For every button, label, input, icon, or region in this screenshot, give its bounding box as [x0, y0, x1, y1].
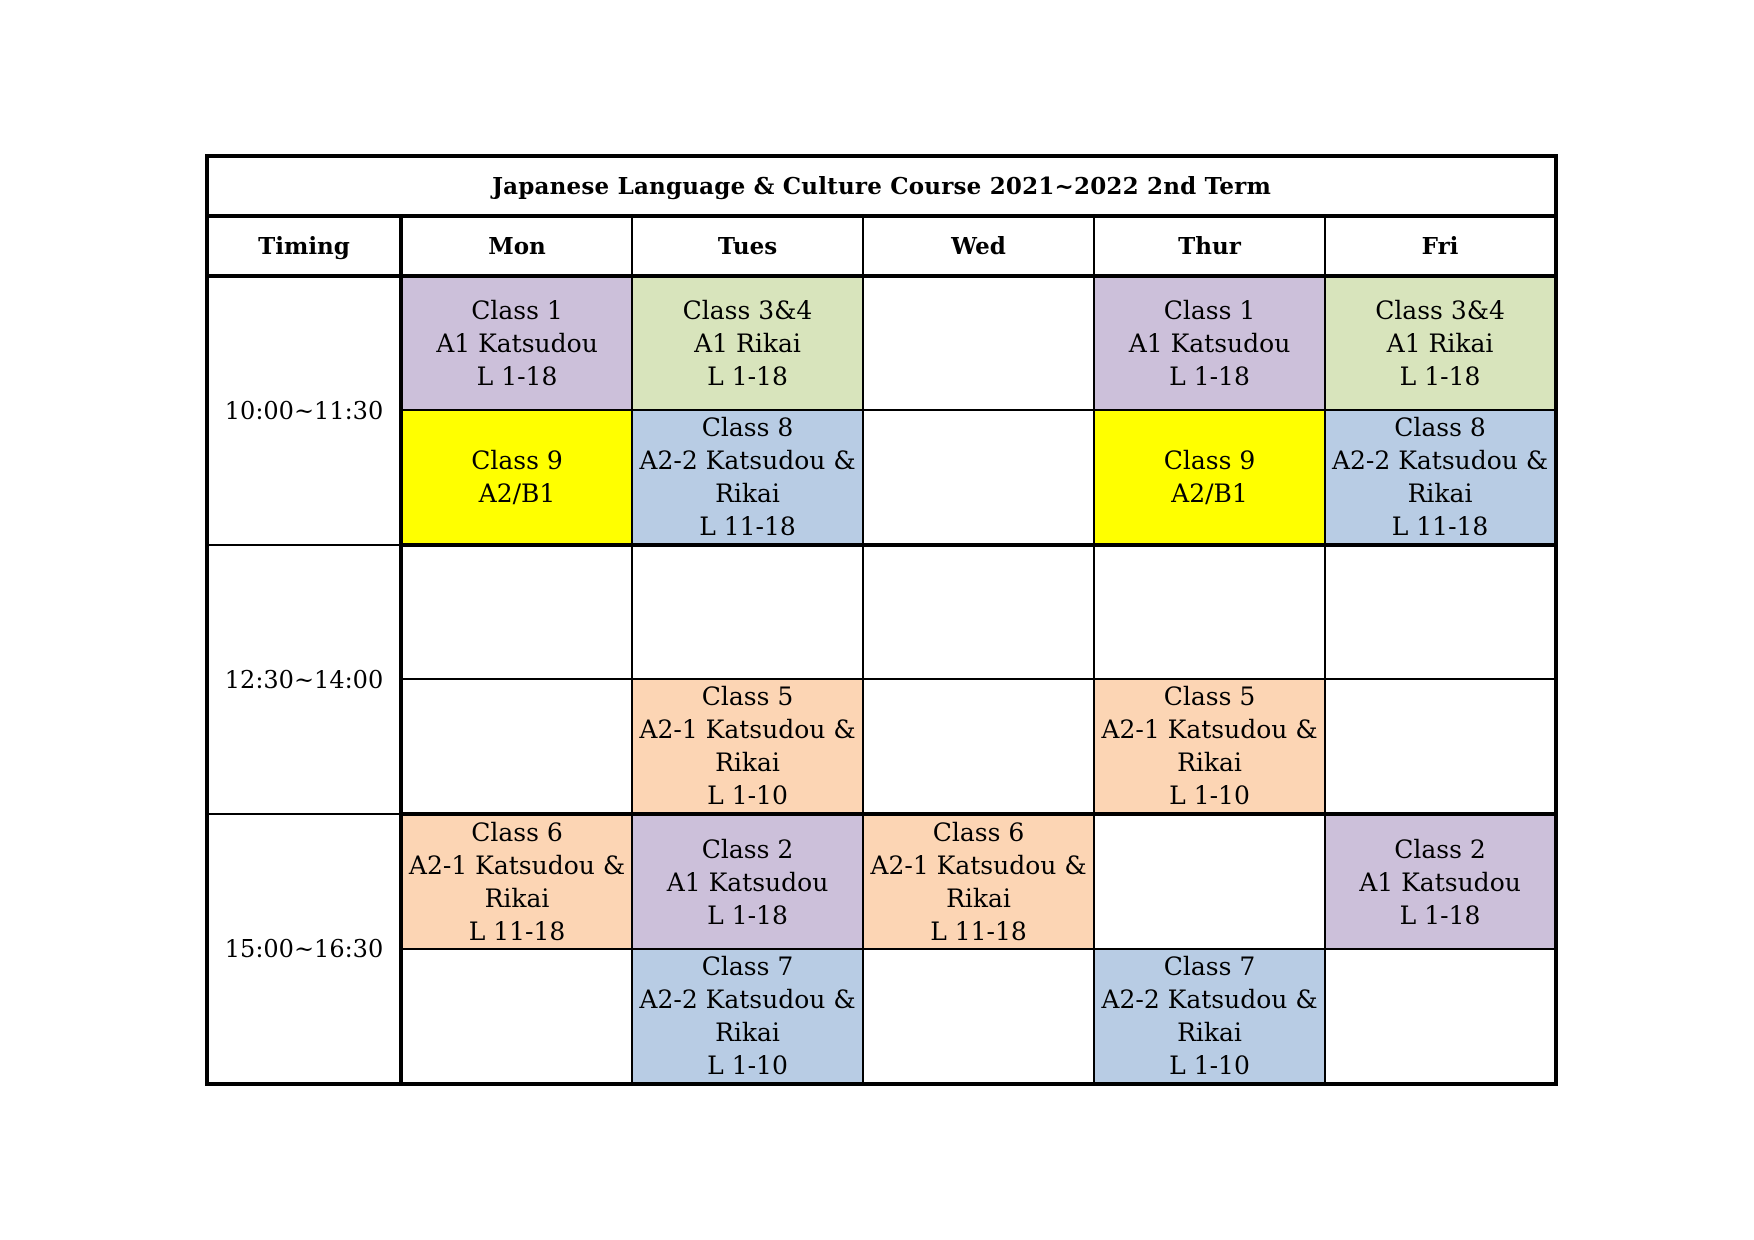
class-cell-line: L 11-18	[699, 512, 796, 541]
header-tues: Tues	[632, 216, 863, 276]
class-cell-wed	[863, 410, 1094, 545]
class-cell-line: L 1-18	[476, 362, 558, 391]
class-cell-line: L 11-18	[930, 917, 1027, 946]
class-cell-line: Class 3&4	[1375, 296, 1505, 325]
class-cell-line: Class 7	[701, 952, 794, 981]
class-cell-line: Rikai	[715, 748, 780, 777]
class-cell-wed	[863, 814, 1094, 949]
timing-cell: 10:00~11:30	[207, 276, 401, 545]
header-wed: Wed	[863, 216, 1094, 276]
class-cell-line: Class 5	[701, 682, 794, 711]
class-cell-line: L 1-18	[707, 900, 788, 930]
class-cell-wed	[863, 276, 1094, 410]
class-cell-mon	[401, 814, 632, 949]
class-cell-tues	[632, 814, 863, 949]
class-cell-line: A2-1 Katsudou &	[1101, 715, 1318, 744]
class-cell-line: L 1-10	[1169, 1051, 1250, 1080]
class-cell-line: Class 9	[471, 446, 563, 475]
class-cell-line: A2-1 Katsudou &	[408, 851, 626, 880]
class-cell-line: A1 Katsudou	[1128, 329, 1291, 358]
class-cell-line: Class 8	[701, 413, 794, 442]
class-cell-fri	[1325, 410, 1556, 545]
class-cell-line: A2-2 Katsudou &	[1101, 985, 1318, 1014]
class-cell-line: L 1-18	[1169, 362, 1250, 391]
class-cell-line: L 1-10	[707, 1051, 788, 1080]
class-cell-line: A2/B1	[478, 479, 556, 508]
class-cell-line: Rikai	[715, 1018, 780, 1047]
class-cell-mon	[401, 949, 632, 1084]
schedule-row	[207, 949, 1556, 1084]
class-cell-tues	[632, 679, 863, 814]
class-cell-line: L 1-18	[707, 362, 788, 391]
class-cell-line: A1 Rikai	[1386, 329, 1494, 358]
class-cell-line: L 1-10	[707, 781, 788, 810]
class-cell-line: A2-1 Katsudou &	[639, 715, 856, 744]
class-cell-wed	[863, 679, 1094, 814]
schedule-row	[207, 545, 1556, 679]
class-cell-thur	[1094, 410, 1325, 545]
class-cell-line: A1 Rikai	[694, 329, 801, 358]
schedule-row	[207, 679, 1556, 814]
header-fri: Fri	[1325, 216, 1556, 276]
class-cell-fri	[1325, 949, 1556, 1084]
class-cell-line: Rikai	[1177, 1018, 1242, 1047]
timing-cell: 15:00~16:30	[207, 814, 401, 1084]
class-cell-mon	[401, 276, 632, 410]
class-cell-fri	[1325, 276, 1556, 410]
class-cell-line: Class 1	[471, 296, 563, 325]
class-cell-line: Class 3&4	[682, 296, 813, 325]
class-cell-line: Class 9	[1163, 446, 1256, 475]
class-cell-tues	[632, 949, 863, 1084]
class-cell-line: L 1-18	[1399, 900, 1481, 930]
class-cell-line: A2-2 Katsudou &	[639, 985, 856, 1014]
class-cell-line: A2-1 Katsudou &	[870, 851, 1087, 880]
class-cell-line: Class 1	[1163, 296, 1256, 325]
class-cell-line: Class 6	[471, 818, 563, 847]
class-cell-line: A1 Katsudou	[666, 867, 829, 897]
class-cell-line: A1 Katsudou	[1359, 867, 1521, 897]
class-cell-line: Class 2	[1394, 834, 1486, 864]
class-cell-line: Class 2	[701, 834, 794, 864]
class-cell-fri	[1325, 545, 1556, 679]
class-cell-line: L 11-18	[1391, 512, 1489, 541]
class-cell-wed	[863, 949, 1094, 1084]
timetable	[205, 154, 1558, 1086]
class-cell-fri	[1325, 679, 1556, 814]
class-cell-thur	[1094, 814, 1325, 949]
class-cell-tues	[632, 545, 863, 679]
class-cell-thur	[1094, 276, 1325, 410]
class-cell-tues	[632, 410, 863, 545]
class-cell-line: Class 6	[932, 818, 1025, 847]
class-cell-line: Class 8	[1394, 413, 1486, 442]
class-cell-line: Class 7	[1163, 952, 1256, 981]
class-cell-mon	[401, 679, 632, 814]
class-cell-line: A2-2 Katsudou &	[639, 446, 856, 475]
class-cell-mon	[401, 410, 632, 545]
class-cell-mon	[401, 545, 632, 679]
table-title: Japanese Language & Culture Course 2021~2022 2nd Term	[207, 156, 1556, 216]
class-cell-fri	[1325, 814, 1556, 949]
header-mon: Mon	[401, 216, 632, 276]
class-cell-line: Rikai	[1177, 748, 1242, 777]
class-cell-line: A2-2 Katsudou &	[1331, 446, 1549, 475]
schedule-row	[207, 814, 1556, 949]
class-cell-line: Rikai	[946, 884, 1011, 913]
class-cell-wed	[863, 545, 1094, 679]
class-cell-line: L 1-18	[1399, 362, 1481, 391]
class-cell-line: L 11-18	[468, 917, 566, 946]
class-cell-thur	[1094, 545, 1325, 679]
timing-cell: 12:30~14:00	[207, 545, 401, 814]
class-cell-line: Rikai	[484, 884, 550, 913]
class-cell-line: A1 Katsudou	[436, 329, 598, 358]
schedule-row	[207, 410, 1556, 545]
schedule-body	[207, 276, 1556, 1084]
class-cell-line: Rikai	[1407, 479, 1473, 508]
class-cell-line: L 1-10	[1169, 781, 1250, 810]
schedule-row	[207, 276, 1556, 410]
class-cell-line: Rikai	[715, 479, 780, 508]
class-cell-line: A2/B1	[1171, 479, 1248, 508]
class-cell-thur	[1094, 679, 1325, 814]
header-timing: Timing	[207, 216, 401, 276]
header-thur: Thur	[1094, 216, 1325, 276]
class-cell-tues	[632, 276, 863, 410]
class-cell-line: Class 5	[1163, 682, 1256, 711]
class-cell-thur	[1094, 949, 1325, 1084]
